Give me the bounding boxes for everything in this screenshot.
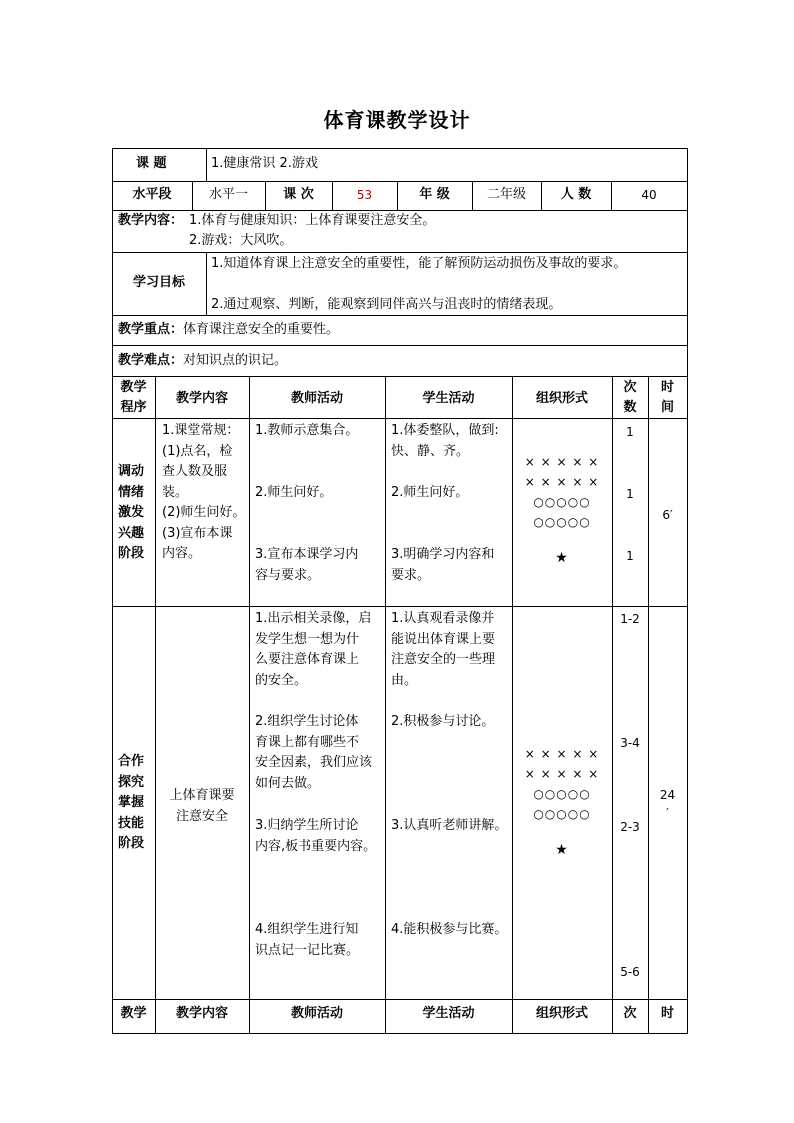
formation-row: × × × × × (524, 747, 600, 761)
people-value: 40 (641, 188, 657, 202)
stage1-duration: 6′ (662, 508, 673, 522)
stage2-teacher-line: 1.出示相关录像，启 (255, 611, 372, 626)
stage2-times-4: 5-6 (620, 965, 640, 979)
stage2-name-line: 合作 (118, 754, 145, 769)
footer-header-student: 学生活动 (422, 1006, 475, 1021)
stage1-content-line: (1)点名，检 (162, 443, 233, 459)
star-icon: ★ (555, 550, 569, 566)
page-title: 体育课教学设计 (323, 108, 471, 132)
stage1-name-line: 调动 (118, 464, 145, 479)
stage2-content-1: 上体育课要 (169, 788, 235, 803)
stage1-student-5: 要求。 (391, 568, 431, 583)
formation-row: ○○○○○ (533, 495, 591, 509)
topic-value: 1.健康常识 2.游戏 (211, 156, 318, 171)
stage1-name-line: 兴趣 (118, 525, 145, 541)
formation-row: × × × × × (524, 767, 600, 781)
stage2-times-3: 2-3 (620, 820, 640, 834)
goals-line-2: 2.通过观察、判断，能观察到同伴高兴与沮丧时的情绪表现。 (211, 297, 562, 312)
topic-label: 课 题 (136, 156, 167, 171)
stage1-name-line: 阶段 (118, 546, 145, 561)
stage2-teacher-line: 3.归纳学生所讨论 (255, 818, 359, 833)
stage2-student-3: 3.认真听老师讲解。 (391, 818, 508, 833)
stage2-teacher-line: 么要注意体育课上 (255, 652, 360, 667)
stage2-teacher-line: 4.组织学生进行知 (255, 922, 359, 937)
focus-row (118, 320, 339, 340)
stage1-student-1: 1.体委整队，做到: (391, 423, 499, 438)
stage2-name-line: 技能 (118, 815, 145, 831)
stage1-formation (512, 452, 612, 568)
stage2-teacher-line: 识点记一记比赛。 (255, 942, 360, 958)
stage2-student-4: 4.能积极参与比赛。 (391, 922, 508, 937)
stage2-student-line: 由。 (391, 672, 418, 688)
footer-header-teacher: 教师活动 (290, 1006, 343, 1021)
stage2-times-2: 3-4 (620, 736, 640, 750)
footer-header-form: 组织形式 (535, 1006, 588, 1021)
stage2-teacher-line: 育课上都有哪些不 (255, 734, 360, 750)
stage1-times-2: 1 (626, 487, 634, 501)
stage2-teacher-block-2 (255, 712, 372, 794)
formation-row: ○○○○○ (533, 787, 591, 801)
stage2-content-2: 注意安全 (175, 809, 228, 824)
formation-row: ○○○○○ (533, 515, 591, 529)
footer-header-program: 教学 (120, 1006, 147, 1021)
stage2-duration-1: 24 (659, 788, 676, 802)
grade-value: 二年级 (486, 187, 526, 202)
people-label: 人 数 (560, 187, 592, 202)
stage1-times-1: 1 (626, 425, 634, 439)
stage2-teacher-line: 安全因素，我们应该 (255, 755, 373, 770)
stage1-content-line: (3)宣布本课 (162, 525, 233, 541)
difficulty-value: 对知识点的识记。 (183, 353, 288, 368)
stage2-name-line: 探究 (118, 774, 145, 790)
stage2-duration-2: ′ (666, 806, 669, 820)
content-line-1: 1.体育与健康知识：上体育课要注意安全。 (189, 213, 436, 228)
focus-value: 体育课注意安全的重要性。 (183, 322, 340, 337)
difficulty-label: 教学难点： (118, 353, 184, 368)
stage2-name-line: 掌握 (118, 795, 145, 810)
header-form: 组织形式 (535, 391, 588, 406)
stage2-student-line: 注意安全的一些理 (391, 652, 496, 667)
stage2-student-line: 能说出体育课上要 (391, 631, 496, 647)
formation-row: × × × × × (524, 475, 600, 489)
header-duration-2: 间 (660, 400, 674, 415)
level-label: 水平段 (132, 187, 172, 202)
header-times-2: 数 (623, 400, 637, 415)
stage1-teacher-1: 1.教师示意集合。 (255, 423, 359, 438)
stage1-content-line: 内容。 (162, 546, 202, 561)
stage2-student-block-1 (391, 609, 495, 691)
lesson-plan-table (112, 148, 688, 1034)
stage1-name-line: 激发 (118, 505, 145, 520)
stage1-teacher-4: 容与要求。 (255, 568, 321, 583)
stage2-student-line: 1.认真观看录像并 (391, 611, 495, 626)
stage2-name (118, 752, 144, 855)
stage1-student-2: 快、静、齐。 (391, 444, 470, 459)
stage2-teacher-block-4 (255, 920, 359, 961)
stage2-formation (512, 744, 612, 860)
stage1-content (162, 421, 245, 565)
goals-line-1: 1.知道体育课上注意安全的重要性，能了解预防运动损伤及事故的要求。 (211, 256, 627, 271)
lesson-value: 53 (356, 188, 373, 202)
stage2-teacher-line: 如何去做。 (255, 775, 321, 791)
stage1-name (118, 462, 144, 565)
stage1-name-line: 情绪 (118, 484, 145, 500)
stage1-student-3: 2.师生问好。 (391, 485, 469, 500)
footer-header-times: 次 (623, 1006, 637, 1021)
level-value: 水平一 (208, 187, 248, 202)
header-program-2: 程序 (120, 400, 147, 415)
stage1-content-line: 查人数及服 (162, 464, 228, 479)
stage2-teacher-line: 的安全。 (255, 672, 308, 688)
stage1-times-3: 1 (626, 549, 634, 563)
stage2-student-2: 2.积极参与讨论。 (391, 714, 495, 729)
header-content: 教学内容 (175, 391, 228, 406)
header-duration-1: 时 (660, 380, 674, 395)
stage2-teacher-line: 2.组织学生讨论体 (255, 714, 359, 729)
stage1-content-line: 1.课堂常规： (162, 423, 240, 438)
header-teacher: 教师活动 (290, 391, 343, 406)
formation-row: × × × × × (524, 455, 600, 469)
header-times-1: 次 (623, 380, 637, 395)
goals-label: 学习目标 (132, 275, 185, 290)
stage1-student-4: 3.明确学习内容和 (391, 547, 495, 562)
footer-header-content: 教学内容 (175, 1006, 228, 1021)
content-label: 教学内容： (118, 213, 184, 228)
stage1-teacher-2: 2.师生问好。 (255, 485, 333, 500)
header-student: 学生活动 (422, 391, 475, 406)
stage1-content-line: 装。 (162, 484, 189, 500)
star-icon: ★ (555, 842, 569, 858)
stage2-teacher-block-1 (255, 609, 371, 691)
formation-row: ○○○○○ (533, 807, 591, 821)
footer-header-duration: 时 (660, 1006, 674, 1021)
stage2-teacher-line: 发学生想一想为什 (255, 631, 360, 647)
difficulty-row (118, 351, 287, 371)
stage2-times-1: 1-2 (620, 612, 640, 626)
stage1-content-line: (2)师生问好。 (162, 505, 246, 520)
grade-label: 年 级 (419, 187, 450, 202)
lesson-label: 课 次 (283, 187, 314, 202)
stage2-name-line: 阶段 (118, 836, 145, 851)
stage2-teacher-line: 内容,板书重要内容。 (255, 838, 377, 854)
stage2-teacher-block-3 (255, 816, 376, 857)
content-line-2: 2.游戏：大风吹。 (189, 233, 293, 248)
stage1-teacher-3: 3.宣布本课学习内 (255, 547, 359, 562)
header-program-1: 教学 (120, 380, 147, 395)
focus-label: 教学重点： (118, 322, 184, 337)
